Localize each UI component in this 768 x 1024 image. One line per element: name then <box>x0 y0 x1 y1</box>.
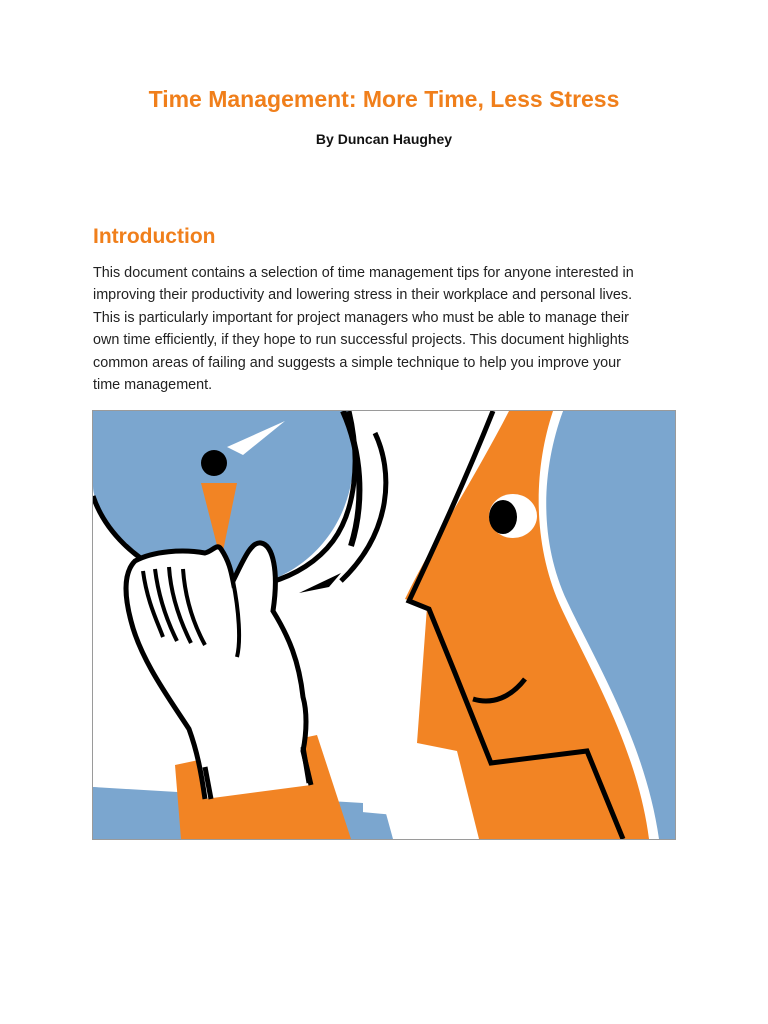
paragraph-line: common areas of failing and suggests a simple technique to help you improve your <box>93 354 621 371</box>
paragraph-line: This is particularly important for project managers who must be able to manage their <box>93 309 629 326</box>
introduction-heading: Introduction <box>93 225 216 248</box>
illustration-svg <box>93 411 675 839</box>
document-author: By Duncan Haughey <box>315 131 453 147</box>
rotation-arrowhead <box>299 573 341 593</box>
paragraph-line: improving their productivity and lowering stress in their workplace and personal lives. <box>93 287 633 304</box>
document-title: Time Management: More Time, Less Stress <box>148 86 620 112</box>
hand-outline <box>126 543 311 799</box>
paragraph-line: own time efficiently, if they hope to run successful projects. This document highlights <box>93 332 629 349</box>
time-management-illustration <box>92 410 676 840</box>
eye-pupil <box>489 500 517 534</box>
paragraph-line: time management. <box>93 377 213 394</box>
introduction-paragraph <box>93 262 678 396</box>
clock-center-dot <box>201 450 227 476</box>
paragraph-line: This document contains a selection of time management tips for anyone interested in <box>93 265 634 281</box>
